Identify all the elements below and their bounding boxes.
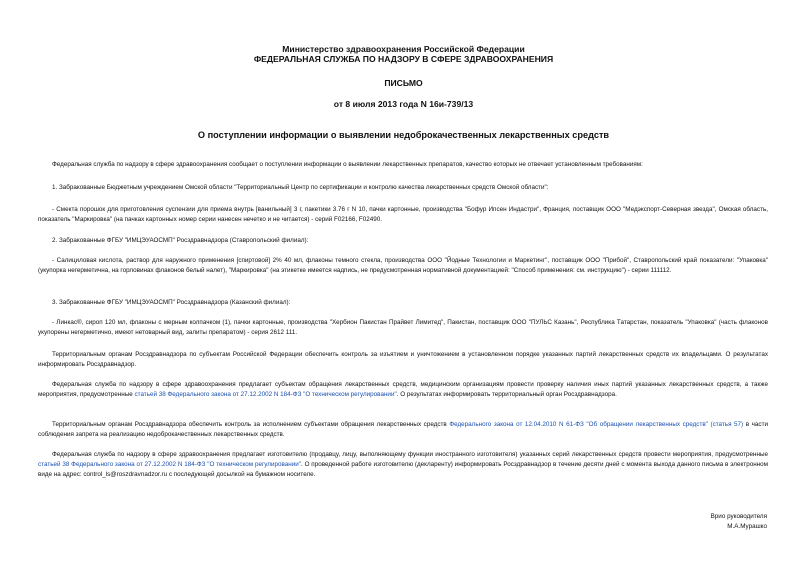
control-paragraph: Территориальным органам Росздравнадзора по субъектам Российской Федерации обеспечить контроль за изъятием и уничтожением в установленном порядке указанных партий лекарственных средств их владельцами. О результатах информировать Росздравнадзор.	[38, 351, 768, 368]
document-type: ПИСЬМО	[384, 78, 423, 88]
inspection-text-end: . О результатах информировать территориальный орган Росздравнадзора.	[396, 391, 617, 398]
item-2-body: - Салициловая кислота, раствор для наружного применения [спиртовой] 2% 40 мл, флаконы темного стекла, производства ООО "Йодные Технологии и Маркетинг", поставщик ООО "Прибой", Ставропольский край показатели: "Упаковка" (укупорка негерметична, на горловинах флаконов белый налет), "Маркировка" (на этикетке имеется надпись, не предусмотренная нормативной документацией: "Способ применения: см. инструкцию") - серии 111112.	[38, 257, 768, 274]
enforcement-paragraph	[38, 420, 768, 440]
item-1-heading: 1. Забракованные Бюджетным учреждением Омской области "Территориальный Центр по сертификации и контролю качества лекарственных средств Омской области":	[52, 184, 549, 191]
enforcement-text-start: Территориальным органам Росздравнадзора обеспечить контроль за исполнением субъектами обращения лекарственных средств	[52, 421, 450, 428]
manufacturer-paragraph	[38, 450, 768, 480]
signature-name: М.А.Мурашко	[727, 523, 767, 530]
item-3-body: - Линкас®, сироп 120 мл, флаконы с мерным колпачком (1), пачки картонные, производства "Хербион Пакистан Прайвет Лимитед", Пакистан, поставщик ООО "ПУЛЬС Казань", Республика Татарстан, показатель "Упаковка" (часть флаконов укупорены негерметично, имеют нетоварный вид, залиты препаратом) - серия 2612 111.	[38, 319, 768, 336]
law-184-article-38-link[interactable]: статьей 38 Федерального закона от 27.12.2002 N 184-ФЗ "О техническом регулировании"	[134, 391, 397, 398]
inspection-paragraph	[38, 380, 768, 400]
intro-paragraph: Федеральная служба по надзору в сфере здравоохранения сообщает о поступлении информации о выявлении лекарственных препаратов, качество которых не отвечает установленным требованиям:	[52, 161, 643, 168]
document-title: О поступлении информации о выявлении недоброкачественных лекарственных средств	[197, 130, 610, 140]
article-57-link[interactable]: (статья 57)	[710, 421, 744, 428]
enforcement-text-end: в части соблюдения запрета на реализацию недоброкачественных лекарственных средств.	[38, 421, 768, 438]
document-date-number: от 8 июля 2013 года N 16и-739/13	[333, 99, 474, 109]
manufacturer-text-start: Федеральная служба по надзору в сфере здравоохранения предлагает изготовителю (продавцу, лицу, выполняющему функции иностранного изготовителя) указанных серий лекарственных средств провести мероприятия, предусмотренные	[52, 451, 768, 458]
ministry-name: Министерство здравоохранения Российской Федерации	[282, 44, 525, 54]
law-61-link[interactable]: Федерального закона от 12.04.2010 N 61-ФЗ "Об обращении лекарственных средств"	[449, 421, 708, 428]
inspection-text-start: Федеральная служба по надзору в сфере здравоохранения предлагает субъектам обращения лекарственных средств, медицинским организациям провести проверку наличия иных партий указанных лекарственных средств, а также мероприятия, предусмотренные	[38, 381, 768, 398]
item-1-body: - Смекта порошок для приготовления суспензии для приема внутрь [ванильный] 3 г, пакетики 3.76 г N 10, пачки картонные, производства "Бофур Ипсен Индастри", Франция, поставщик ООО "Медэкспорт-Северная звезда", Омская область, показатель "Маркировка" (на пачках картонных номер серии нанесен нечетко и не читается) - серий F02166, F02490.	[38, 206, 768, 223]
item-3-heading: 3. Забракованные ФГБУ "ИМЦЭУАОСМП" Росздравнадзора (Казанский филиал):	[52, 299, 291, 306]
signature-position: Врио руководителя	[710, 513, 767, 520]
service-name: ФЕДЕРАЛЬНАЯ СЛУЖБА ПО НАДЗОРУ В СФЕРЕ ЗДРАВООХРАНЕНИЯ	[253, 54, 554, 64]
item-2-heading: 2. Забракованные ФГБУ "ИМЦЭУАОСМП" Росздравнадзора (Ставропольский филиал):	[52, 237, 309, 244]
law-184-article-38-link-2[interactable]: статьей 38 Федерального закона от 27.12.2002 N 184-ФЗ "О техническом регулировании"	[38, 461, 301, 468]
manufacturer-text-end: . О проведенной работе изготовителю (декларенту) информировать Росздравнадзор в течение десяти дней с момента выхода данного письма в электронном виде на адрес: control_ls@roszdravnadzor.ru с последующей досылкой на бумажном носителе.	[38, 461, 768, 478]
